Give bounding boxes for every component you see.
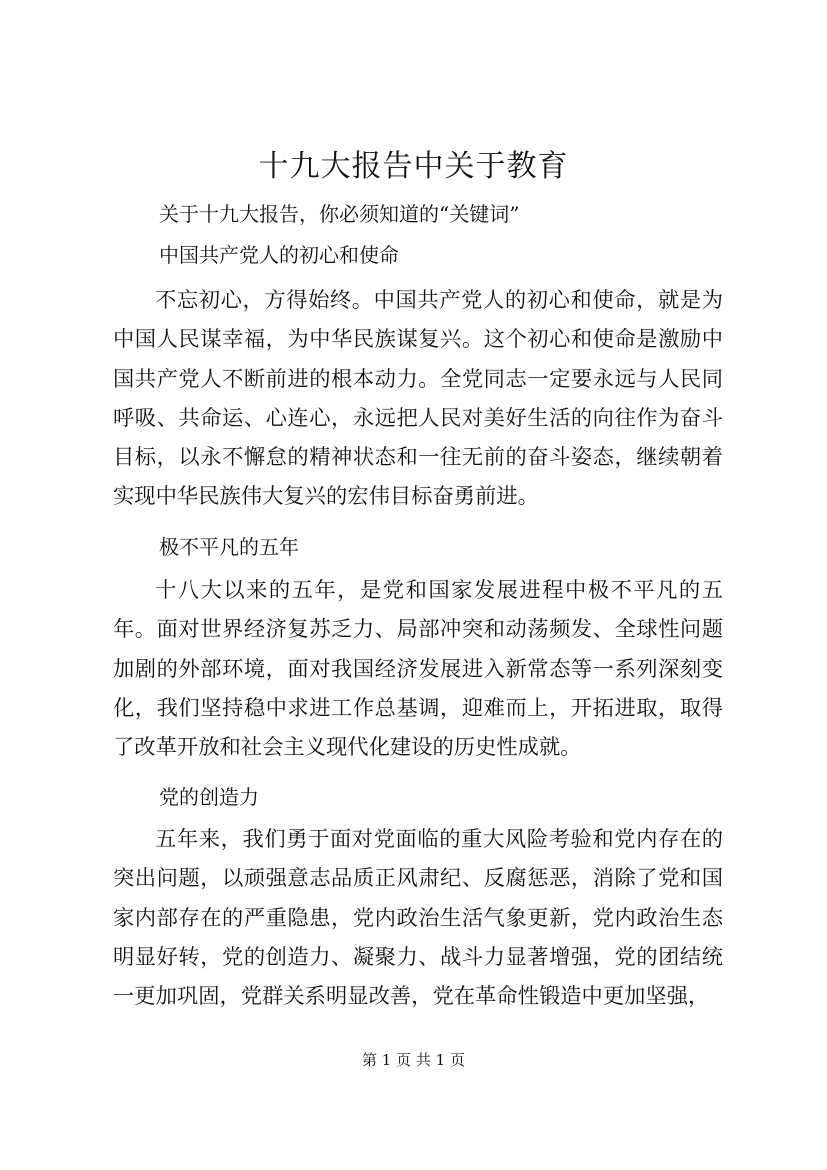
page-footer: 第 1 页 共 1 页 <box>362 1051 465 1069</box>
section-body-initial-mission: 不忘初心，方得始终。中国共产党人的初心和使命，就是为中国人民谋幸福，为中华民族谋复兴。这个初心和使命是激励中国共产党人不断前进的根本动力。全党同志一定要永远与人民同呼吸、共命运、心连心，永远把人民对美好生活的向往作为奋斗目标，以永不懈怠的精神状态和一往无前的奋斗姿态，继续朝着实现中华民族伟大复兴的宏伟目标奋勇前进。 <box>113 288 723 510</box>
section-body-party-creativity: 五年来，我们勇于面对党面临的重大风险考验和党内存在的突出问题，以顽强意志品质正风肃纪、反腐惩恶，消除了党和国家内部存在的严重隐患，党内政治生活气象更新，党内政治生态明显好转，党的创造力、凝聚力、战斗力显著增强，党的团结统一更加巩固，党群关系明显改善，党在革命性锻造中更加坚强， <box>113 827 723 1010</box>
document-subtitle: 关于十九大报告，你必须知道的“关键词” <box>159 202 520 226</box>
section-heading-initial-mission: 中国共产党人的初心和使命 <box>159 243 399 267</box>
section-heading-party-creativity: 党的创造力 <box>159 785 259 809</box>
document-title: 十九大报告中关于教育 <box>258 149 569 184</box>
section-body-five-years: 十八大以来的五年，是党和国家发展进程中极不平凡的五年。面对世界经济复苏乏力、局部冲突和动荡频发、全球性问题加剧的外部环境，面对我国经济发展进入新常态等一系列深刻变化，我们坚持稳中求进工作总基调，迎难而上，开拓进取，取得了改革开放和社会主义现代化建设的历史性成就。 <box>113 578 723 761</box>
section-heading-five-years: 极不平凡的五年 <box>159 535 299 559</box>
